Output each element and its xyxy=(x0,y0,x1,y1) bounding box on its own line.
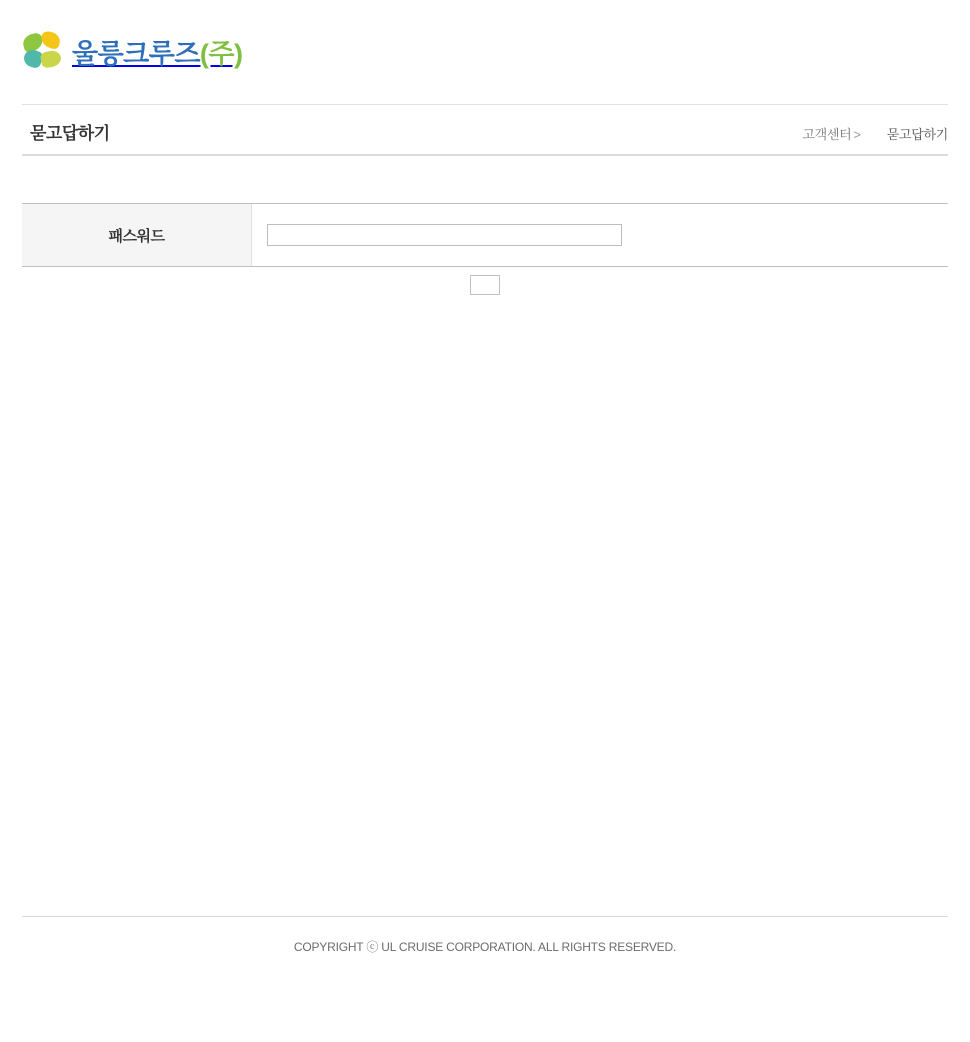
password-field-cell xyxy=(252,204,948,266)
password-label: 패스워드 xyxy=(22,204,252,266)
password-row xyxy=(22,204,948,266)
copyright-text: COPYRIGHT ⓒ UL CRUISE CORPORATION. ALL RIGHTS RESERVED. xyxy=(293,940,677,954)
pinwheel-flower-logo-icon xyxy=(22,30,64,72)
breadcrumb-parent[interactable]: 고객센터 xyxy=(802,127,852,142)
site-header xyxy=(0,0,970,104)
logo-text-primary: 울릉크루즈 xyxy=(72,38,200,69)
logo-text-secondary: (주) xyxy=(199,38,243,69)
breadcrumb xyxy=(802,124,948,143)
logo-text xyxy=(72,32,243,71)
page-title: 묻고답하기 xyxy=(30,124,110,143)
password-input[interactable] xyxy=(267,224,622,246)
password-form-table xyxy=(22,203,948,267)
site-footer xyxy=(22,916,948,955)
form-actions xyxy=(22,275,948,299)
site-logo-link[interactable] xyxy=(22,30,243,72)
breadcrumb-separator: > xyxy=(853,127,861,142)
main-content xyxy=(22,203,948,299)
confirm-button[interactable] xyxy=(470,275,500,295)
breadcrumb-current: 묻고답하기 xyxy=(886,127,948,142)
page-titlebar xyxy=(22,104,948,156)
